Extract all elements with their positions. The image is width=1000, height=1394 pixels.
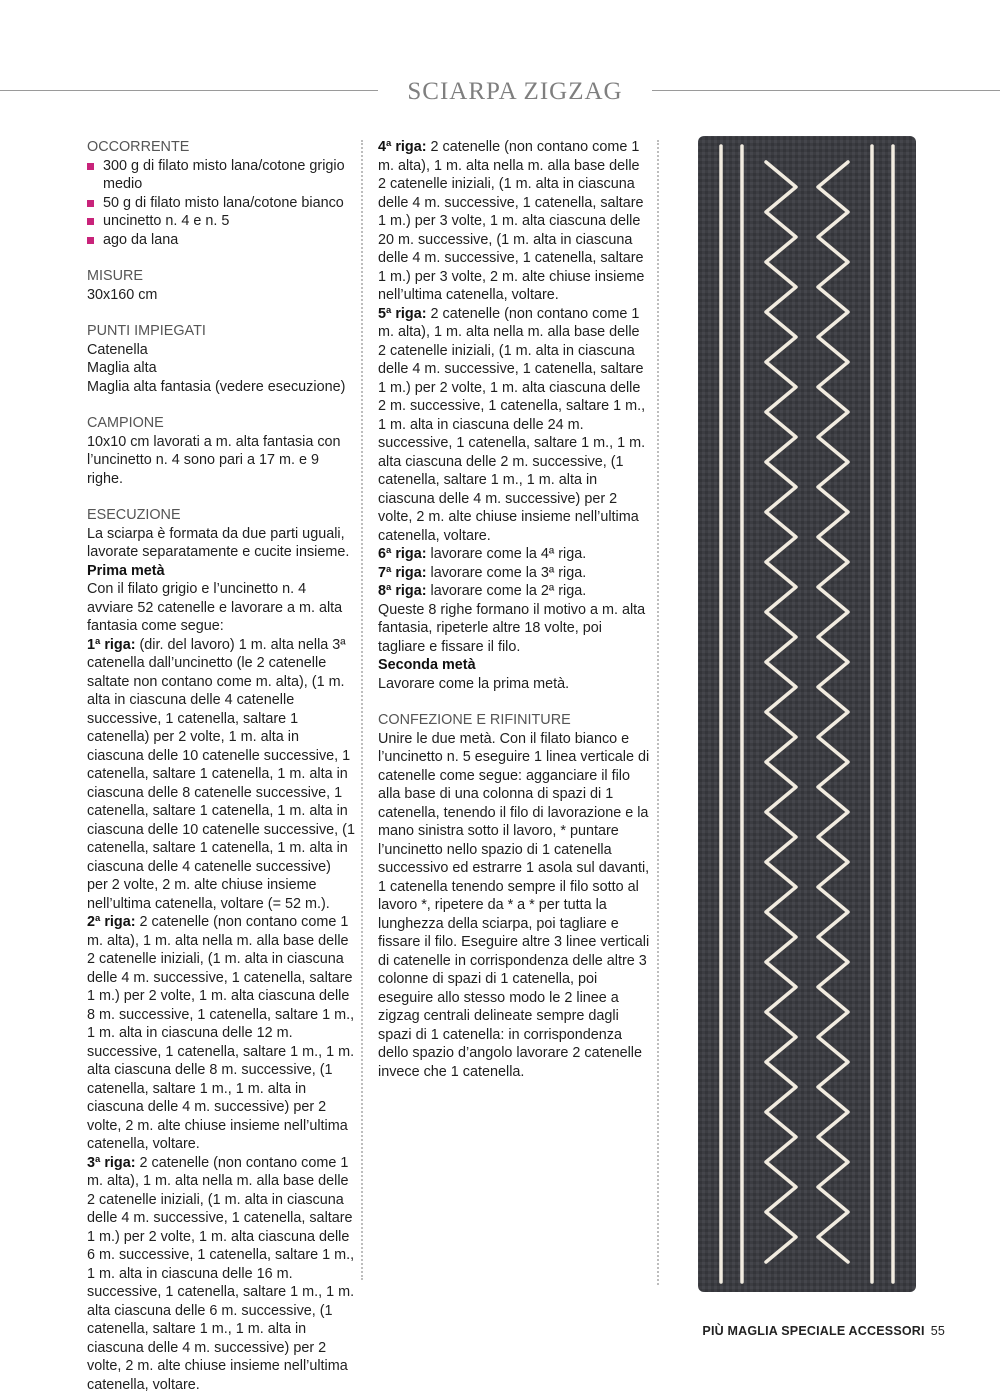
header-rule-left bbox=[0, 90, 378, 91]
row-instruction-3: 3ª riga: 2 catenelle (non contano come 1 m. alta), 1 m. alta nella m. alla base delle 2 catenelle iniziali, (1 m. alta in ciascuna delle 4 m. successive, 1 catenella, saltare 1 m.) per 2 volte, 1 m. alta ciascuna delle 6 m. successive, 1 catenella, saltare 1 m., 1 m. alta in ciascuna delle 16 m. successive, 1 catenella, saltare 1 m., 1 m. alta ciascuna delle 6 m. successive, (1 catenella, saltare 1 m., 1 m. alta in ciascuna delle 4 m. successive) per 2 volte, 2 m. alte chiuse insieme nell’ultima catenella, voltare. bbox=[87, 1154, 355, 1394]
section-heading-esecuzione: ESECUZIONE bbox=[87, 506, 355, 525]
row-instruction-1: 1ª riga: (dir. del lavoro) 1 m. alta nella 3ª catenella dall’uncinetto (le 2 catenelle saltate non contano come m. alta), (1 m. alta in ciascuna delle 4 catenelle successive, 1 catenella, saltare 1 catenella) per 2 volte, 1 m. alta in ciascuna delle 10 catenelle successive, 1 catenella, saltare 1 catenella, 1 m. alta in ciascuna delle 8 catenelle successive, 1 catenella, saltare 1 catenella, 1 m. alta in ciascuna delle 10 catenelle successive, (1 catenella, saltare 1 catenella, 1 m. alta in ciascuna delle 4 catenelle successive) per 2 volte, 2 m. alte chiuse insieme nell’ultima catenella, voltare (= 52 m.). bbox=[87, 636, 355, 914]
repeat-text: Queste 8 righe formano il motivo a m. alta fantasia, ripeterle altre 18 volte, poi tagliare e fissare il filo. bbox=[378, 601, 650, 657]
gauge-text: 10x10 cm lavorati a m. alta fantasia con l’uncinetto n. 4 sono pari a 17 m. e 9 righe. bbox=[87, 433, 355, 489]
stitch-item: Maglia alta fantasia (vedere esecuzione) bbox=[87, 378, 355, 397]
stitch-item: Catenella bbox=[87, 341, 355, 360]
seconda-meta-text: Lavorare come la prima metà. bbox=[378, 675, 650, 694]
bullet-square-icon bbox=[87, 200, 94, 207]
column-middle bbox=[378, 138, 650, 1081]
column-divider bbox=[361, 140, 363, 1280]
page-title: SCIARPA ZIGZAG bbox=[378, 78, 652, 106]
stitch-item: Maglia alta bbox=[87, 359, 355, 378]
subheading-prima-meta: Prima metà bbox=[87, 562, 355, 581]
section-heading-confezione: CONFEZIONE E RIFINITURE bbox=[378, 711, 650, 730]
finishing-text: Unire le due metà. Con il filato bianco e l’uncinetto n. 5 eseguire 1 linea verticale di catenelle come segue: agganciare il filo alla base di una colonna di spazi di 1 catenella, tenendo il filo di lavorazione e la mano sinistra sotto il lavoro, * puntare l’uncinetto nello spazio di 1 catenella successivo ed estrarre 1 asola sul davanti, 1 catenella tenendo sempre il filo sotto al lavoro *, ripetere da * a * per tutta la lunghezza della sciarpa, poi tagliare e fissare il filo. Eseguire altre 3 linee verticali di catenelle in corrispondenza delle altre 3 colonne di spazi di 1 catenella, poi eseguire allo stesso modo le 2 linee a zigzag centrali delineate sempre dagli spazi di 1 catenella: in corrispondenza dello spazio d’angolo lavorare 2 catenelle invece che 1 catenella. bbox=[378, 730, 650, 1082]
row-instruction-8: 8ª riga: lavorare come la 2ª riga. bbox=[378, 582, 650, 601]
bullet-square-icon bbox=[87, 237, 94, 244]
list-item: 300 g di filato misto lana/cotone grigio medio bbox=[87, 157, 355, 194]
page-number: 55 bbox=[931, 1324, 945, 1338]
header-rule-right bbox=[652, 90, 1000, 91]
section-heading-punti: PUNTI IMPIEGATI bbox=[87, 322, 355, 341]
page-footer bbox=[702, 1324, 945, 1338]
list-item: uncinetto n. 4 e n. 5 bbox=[87, 212, 355, 231]
measurements-text: 30x160 cm bbox=[87, 286, 355, 305]
materials-list bbox=[87, 157, 355, 250]
column-divider bbox=[657, 140, 659, 1285]
row-instruction-2: 2ª riga: 2 catenelle (non contano come 1 m. alta), 1 m. alta nella m. alla base delle 2 catenelle iniziali, (1 m. alta in ciascuna delle 4 m. successive, 1 catenella, saltare 1 m.) per 2 volte, 1 m. alta ciascuna delle 8 m. successive, 1 catenella, saltare 1 m., 1 m. alta in ciascuna delle 12 m. successive, 1 catenella, saltare 1 m., 1 m. alta ciascuna delle 8 m. successive, (1 catenella, saltare 1 m., 1 m. alta in ciascuna delle 4 m. successive) per 2 volte, 2 m. alte chiuse insieme nell’ultima catenella, voltare. bbox=[87, 913, 355, 1154]
scarf-body bbox=[698, 136, 916, 1292]
scarf-photo bbox=[696, 134, 918, 1294]
bullet-square-icon bbox=[87, 218, 94, 225]
column-left bbox=[87, 138, 355, 1394]
section-heading-occorrente: OCCORRENTE bbox=[87, 138, 355, 157]
list-item: ago da lana bbox=[87, 231, 355, 250]
prima-meta-intro: Con il filato grigio e l’uncinetto n. 4 avviare 52 catenelle e lavorare a m. alta fantasia come segue: bbox=[87, 580, 355, 636]
section-heading-misure: MISURE bbox=[87, 267, 355, 286]
row-instruction-4: 4ª riga: 2 catenelle (non contano come 1 m. alta), 1 m. alta nella m. alla base delle 2 catenelle iniziali, (1 m. alta in ciascuna delle 4 m. successive, 1 catenella, saltare 1 m.) per 3 volte, 1 m. alta ciascuna delle 20 m. successive, (1 m. alta in ciascuna delle 4 m. successive, 1 catenella, saltare 1 m.) per 3 volte, 2 m. alte chiuse insieme nell’ultima catenella, voltare. bbox=[378, 138, 650, 305]
section-heading-campione: CAMPIONE bbox=[87, 414, 355, 433]
subheading-seconda-meta: Seconda metà bbox=[378, 656, 650, 675]
magazine-name: PIÙ MAGLIA SPECIALE ACCESSORI bbox=[702, 1324, 924, 1338]
row-instruction-5: 5ª riga: 2 catenelle (non contano come 1 m. alta), 1 m. alta nella m. alla base delle 2 catenelle iniziali, (1 m. alta in ciascuna delle 4 m. successive, 1 catenella, saltare 1 m.) per 2 volte, 1 m. alta ciascuna delle 2 m. successive, 1 catenella, saltare 1 m., 1 m. alta in ciascuna delle 24 m. successive, 1 catenella, saltare 1 m., 1 m. alta ciascuna delle 2 m. successive, (1 catenella, saltare 1 m., 1 m. alta in ciascuna delle 4 m. successive) per 2 volte, 2 m. alte chiuse insieme nell’ultima catenella, voltare. bbox=[378, 305, 650, 546]
list-item: 50 g di filato misto lana/cotone bianco bbox=[87, 194, 355, 213]
row-instruction-6: 6ª riga: lavorare come la 4ª riga. bbox=[378, 545, 650, 564]
row-instruction-7: 7ª riga: lavorare come la 3ª riga. bbox=[378, 564, 650, 583]
bullet-square-icon bbox=[87, 163, 94, 170]
execution-intro: La sciarpa è formata da due parti uguali, lavorate separatamente e cucite insieme. bbox=[87, 525, 355, 562]
